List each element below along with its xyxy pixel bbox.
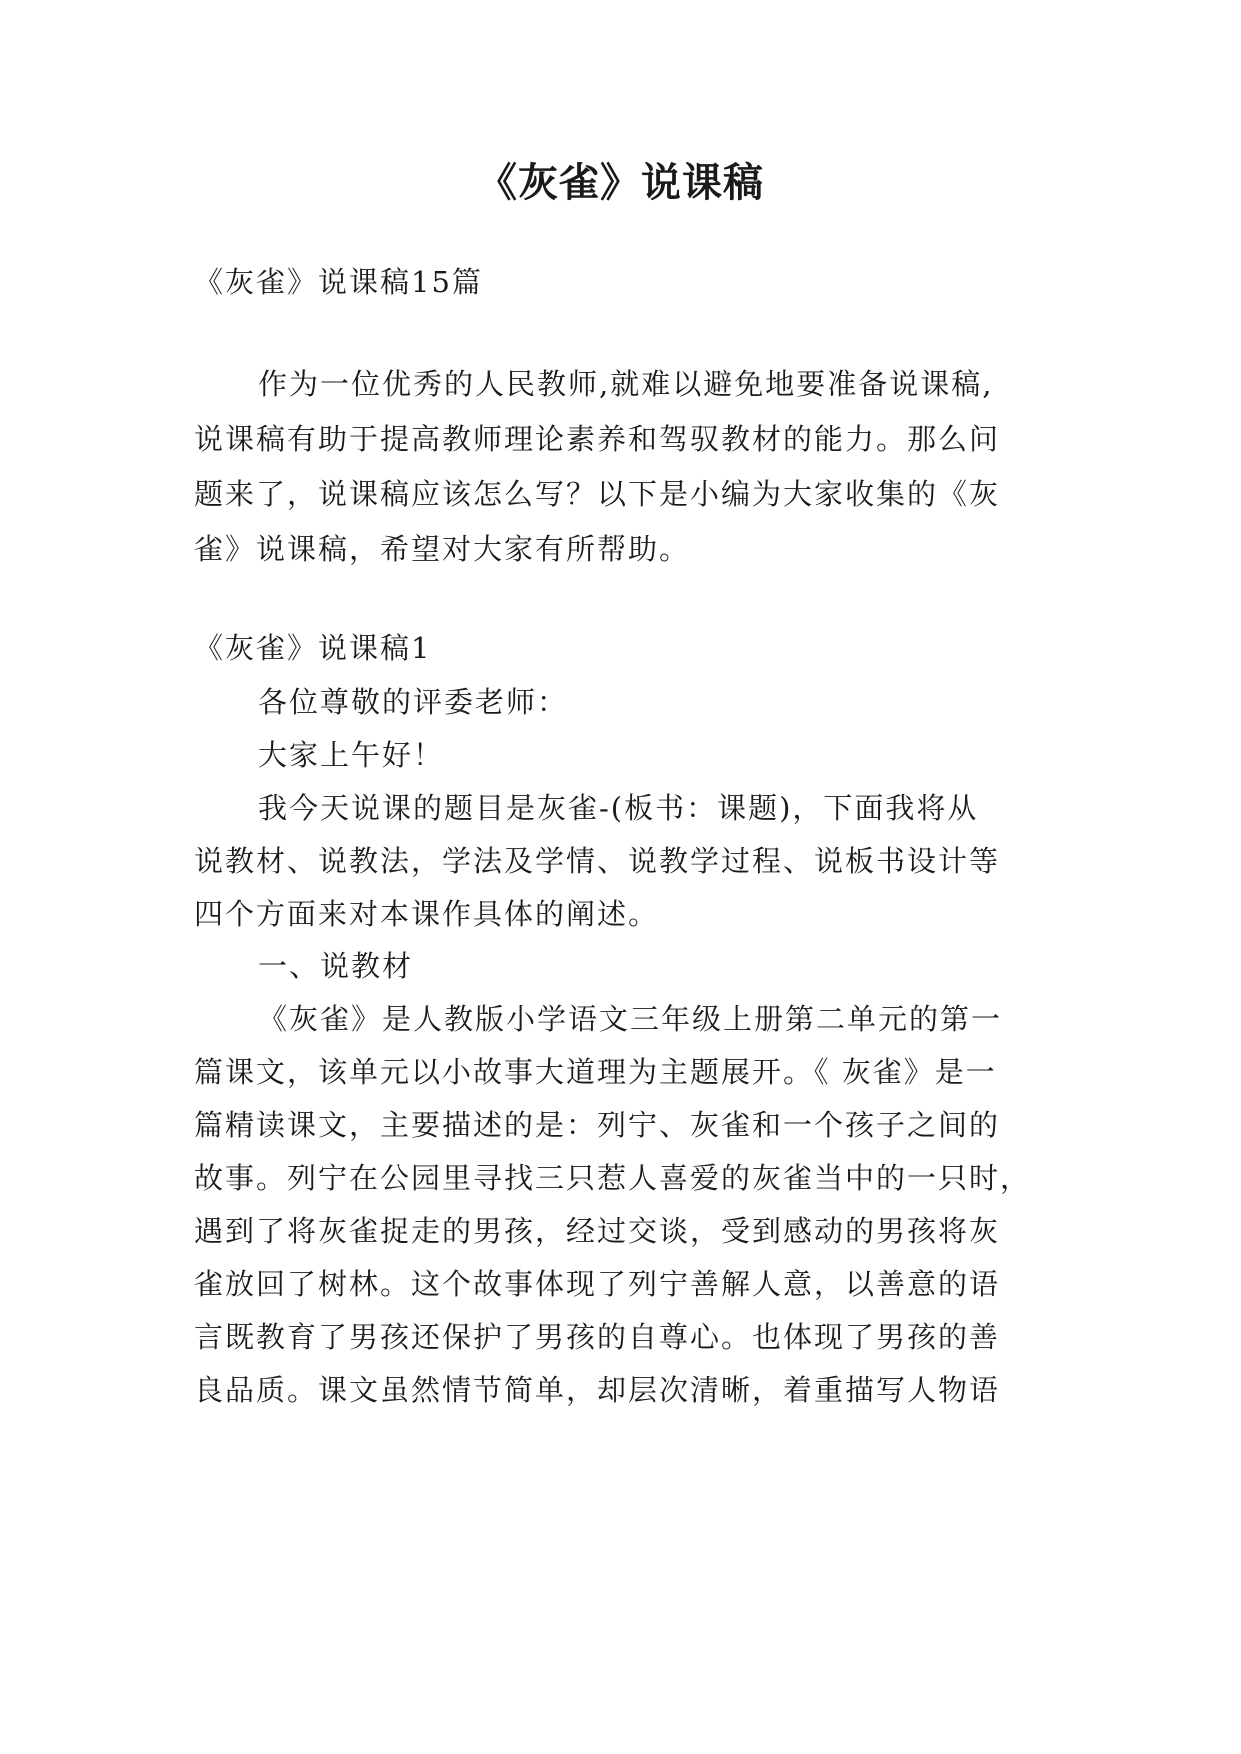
paragraph-line: 言既教育了男孩还保护了男孩的自尊心。也体现了男孩的善: [194, 1320, 1001, 1354]
intro-line: 雀》说课稿，希望对大家有所帮助。: [194, 532, 691, 566]
paragraph-line: 雀放回了树林。这个故事体现了列宁善解人意，以善意的语: [194, 1267, 1001, 1301]
document-subtitle: 《灰雀》说课稿15篇: [194, 265, 483, 299]
paragraph-line: 说教材、说教法，学法及学情、说教学过程、说板书设计等: [194, 844, 1001, 878]
greeting-line: 各位尊敬的评委老师：: [258, 685, 569, 719]
intro-line: 作为一位优秀的人民教师,就难以避免地要准备说课稿,: [258, 367, 994, 401]
paragraph-line: 我今天说课的题目是灰雀-(板书：课题)，下面我将从: [258, 791, 979, 825]
hello-line: 大家上午好！: [258, 738, 445, 772]
paragraph-line: 遇到了将灰雀捉走的男孩，经过交谈，受到感动的男孩将灰: [194, 1214, 1001, 1248]
document-title: 《灰雀》说课稿: [477, 160, 764, 206]
paragraph-line: 四个方面来对本课作具体的阐述。: [194, 897, 660, 931]
intro-line: 说课稿有助于提高教师理论素养和驾驭教材的能力。那么问: [194, 422, 1001, 456]
paragraph-line: 良品质。课文虽然情节简单，却层次清晰，着重描写人物语: [194, 1373, 1001, 1407]
paragraph-line: 篇精读课文，主要描述的是：列宁、灰雀和一个孩子之间的: [194, 1108, 1001, 1142]
intro-line: 题来了，说课稿应该怎么写？以下是小编为大家收集的《灰: [194, 477, 1001, 511]
section-heading: 《灰雀》说课稿1: [194, 631, 432, 665]
paragraph-line: 故事。列宁在公园里寻找三只惹人喜爱的灰雀当中的一只时，: [194, 1161, 1032, 1195]
paragraph-line: 《灰雀》是人教版小学语文三年级上册第二单元的第一: [258, 1002, 1003, 1036]
subheading: 一、说教材: [258, 949, 414, 983]
paragraph-line: 篇课文，该单元以小故事大道理为主题展开。《 灰雀》是一: [194, 1055, 997, 1089]
